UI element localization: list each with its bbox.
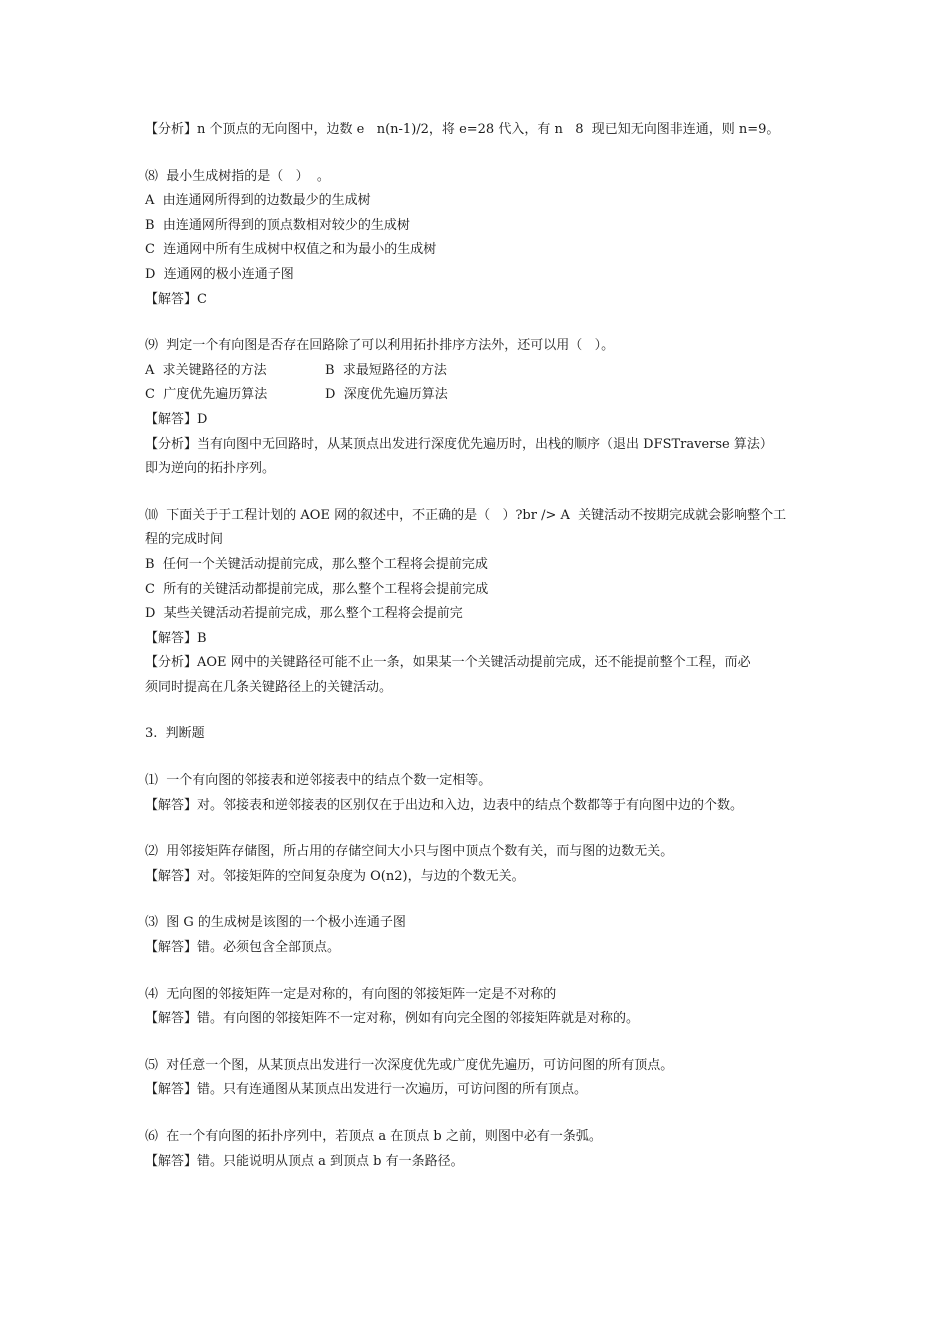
- spacer: [145, 889, 810, 911]
- q8-option-c: C 连通网中所有生成树中权值之和为最小的生成树: [145, 242, 437, 258]
- tf6-answer: 【解答】错。只能说明从顶点 a 到顶点 b 有一条路径。: [145, 1153, 464, 1169]
- q10-option-c: C 所有的关键活动都提前完成，那么整个工程将会提前完成: [145, 581, 489, 597]
- q8-question: ⑻ 最小生成树指的是（ ） 。: [145, 168, 330, 184]
- q10-question-line-1: ⑽ 下面关于于工程计划的 AOE 网的叙述中，不正确的是（ ）?br /> A 关键活动不按期完成就会影响整个工: [145, 507, 787, 523]
- spacer: [145, 143, 810, 165]
- q9-options-row-1: [145, 359, 810, 384]
- q9-question: ⑼ 判定一个有向图是否存在回路除了可以利用拓扑排序方法外，还可以用（ ）。: [145, 338, 615, 354]
- q7-analysis: 【分析】n 个顶点的无向图中，边数 e n(n-1)/2，将 e=28 代入，有 n 8 现已知无向图非连通，则 n=9。: [145, 122, 780, 137]
- q9-analysis-line-2: 即为逆向的拓扑序列。: [145, 461, 276, 477]
- tf3-answer: 【解答】错。必须包含全部顶点。: [145, 940, 341, 956]
- spacer: [145, 961, 810, 983]
- q8-answer: 【解答】C: [145, 291, 207, 307]
- tf6-question: ⑹ 在一个有向图的拓扑序列中，若顶点 a 在顶点 b 之前，则图中必有一条弧。: [145, 1129, 602, 1144]
- tf1-answer: 【解答】对。邻接表和逆邻接表的区别仅在于出边和入边，边表中的结点个数都等于有向图中边的个数。: [145, 797, 744, 813]
- document-page: [145, 118, 810, 1174]
- q9-option-c: C 广度优先遍历算法: [145, 387, 268, 403]
- tf2-answer: 【解答】对。邻接矩阵的空间复杂度为 O(n2)，与边的个数无关。: [145, 868, 525, 884]
- q8-option-d: D 连通网的极小连通子图: [145, 266, 294, 282]
- spacer: [145, 1103, 810, 1125]
- q9-option-a: A 求关键路径的方法: [145, 362, 267, 378]
- q10-option-d: D 某些关键活动若提前完成，那么整个工程将会提前完: [145, 606, 463, 622]
- q8-option-b: B 由连通网所得到的顶点数相对较少的生成树: [145, 217, 410, 233]
- q8-option-a: A 由连通网所得到的边数最少的生成树: [145, 193, 371, 209]
- tf5-question: ⑸ 对任意一个图，从某顶点出发进行一次深度优先或广度优先遍历，可访问图的所有顶点。: [145, 1057, 674, 1073]
- tf2-question: ⑵ 用邻接矩阵存储图，所占用的存储空间大小只与图中顶点个数有关，而与图的边数无关。: [145, 844, 674, 860]
- spacer: [145, 818, 810, 840]
- q9-analysis-line-1: 【分析】当有向图中无回路时，从某顶点出发进行深度优先遍历时，出栈的顺序（退出 DFSTraverse 算法）: [145, 436, 773, 452]
- tf4-answer: 【解答】错。有向图的邻接矩阵不一定对称，例如有向完全图的邻接矩阵就是对称的。: [145, 1011, 640, 1027]
- q10-option-b: B 任何一个关键活动提前完成，那么整个工程将会提前完成: [145, 556, 488, 572]
- q10-question-line-2: 程的完成时间: [145, 532, 224, 548]
- tf3-question: ⑶ 图 G 的生成树是该图的一个极小连通子图: [145, 915, 406, 931]
- section-3-title: 3. 判断题: [145, 726, 205, 742]
- q10-answer: 【解答】B: [145, 630, 207, 646]
- spacer: [145, 312, 810, 334]
- q10-analysis-line-1: 【分析】AOE 网中的关键路径可能不止一条，如果某一个关键活动提前完成，还不能提前整个工程，而必: [145, 655, 751, 671]
- q9-answer: 【解答】D: [145, 411, 208, 427]
- spacer: [145, 1032, 810, 1054]
- q9-options-row-2: [145, 383, 810, 408]
- q9-option-b: B 求最短路径的方法: [325, 362, 447, 378]
- q9-option-d: D 深度优先遍历算法: [325, 387, 448, 403]
- tf5-answer: 【解答】错。只有连通图从某顶点出发进行一次遍历，可访问图的所有顶点。: [145, 1082, 588, 1098]
- tf1-question: ⑴ 一个有向图的邻接表和逆邻接表中的结点个数一定相等。: [145, 773, 492, 789]
- spacer: [145, 747, 810, 769]
- spacer: [145, 482, 810, 504]
- spacer: [145, 700, 810, 722]
- tf4-question: ⑷ 无向图的邻接矩阵一定是对称的，有向图的邻接矩阵一定是不对称的: [145, 986, 557, 1002]
- q10-analysis-line-2: 须同时提高在几条关键路径上的关键活动。: [145, 679, 393, 695]
